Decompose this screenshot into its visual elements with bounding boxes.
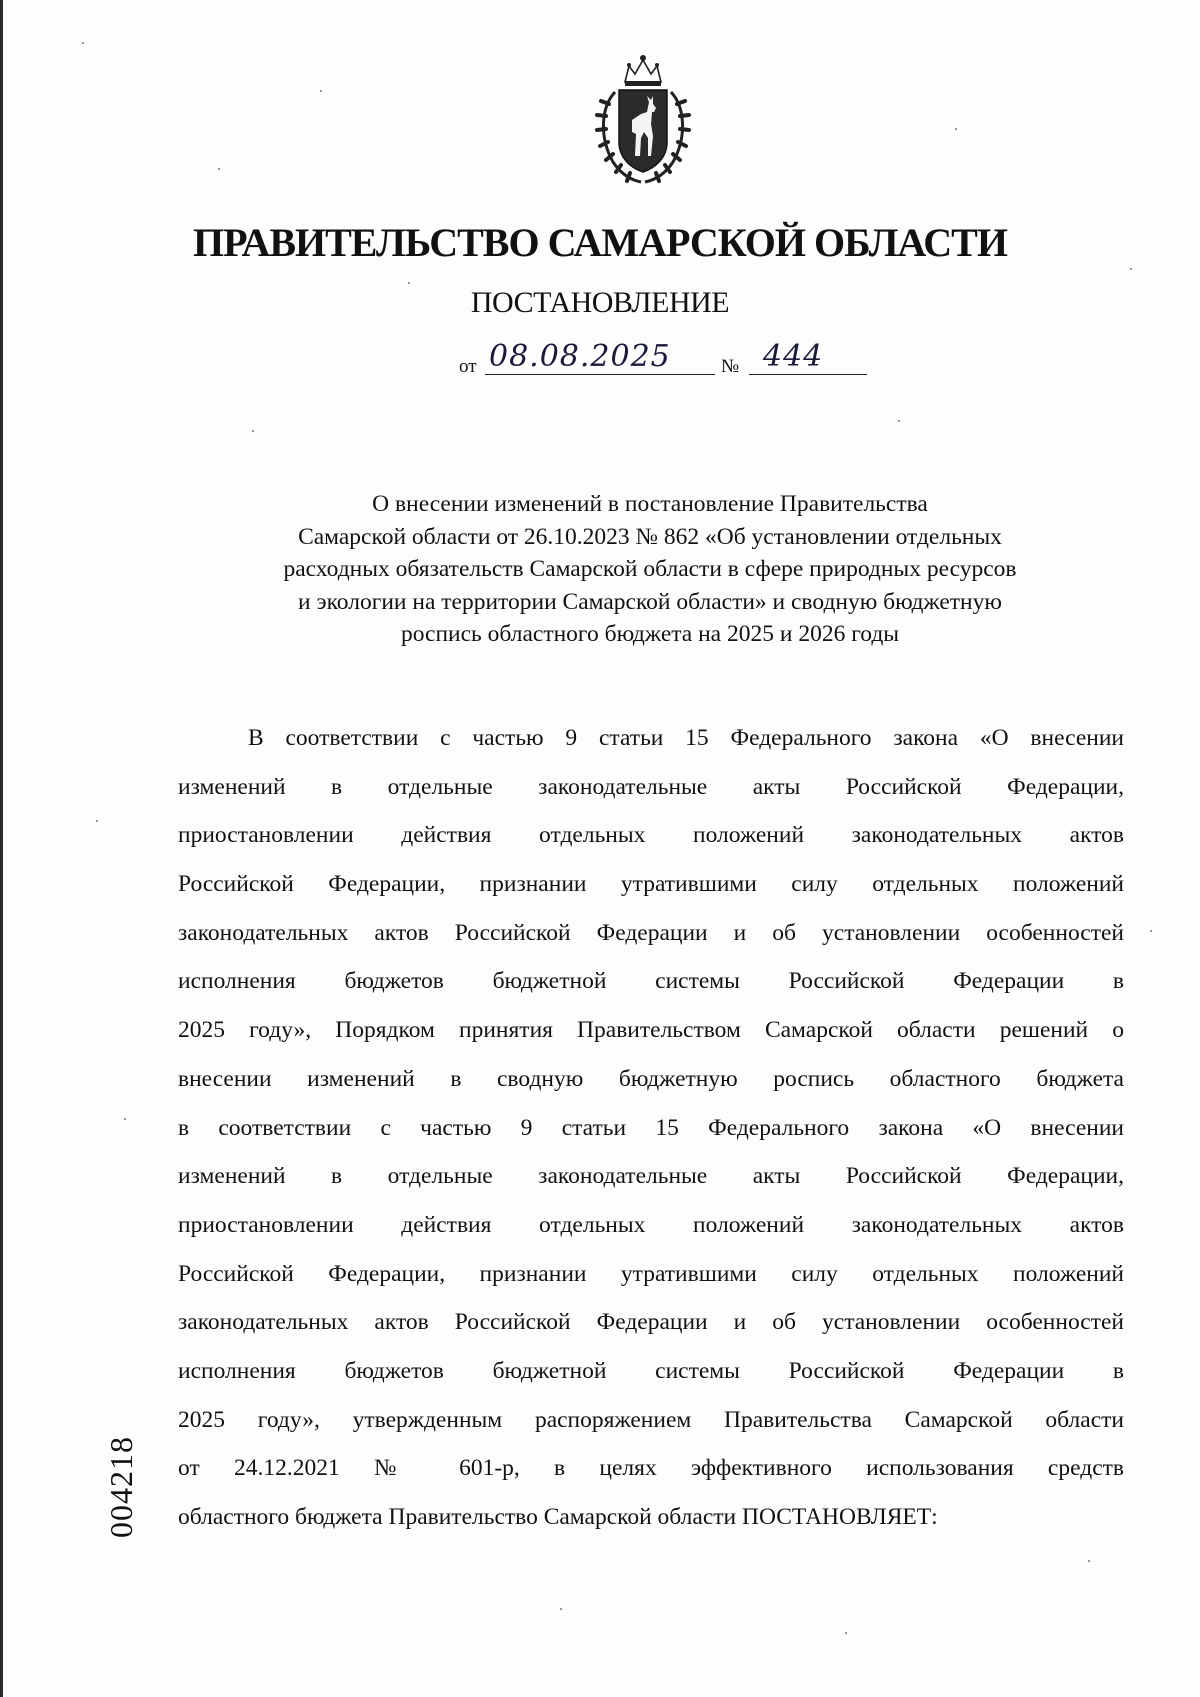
government-title: ПРАВИТЕЛЬСТВО САМАРСКОЙ ОБЛАСТИ xyxy=(193,220,1007,265)
scan-speck xyxy=(320,90,322,92)
scan-speck xyxy=(96,820,98,822)
subject-line: роспись областного бюджета на 2025 и 2026 годы xyxy=(400,621,900,647)
subject-line: и экологии на территории Самарской области» и сводную бюджетную xyxy=(298,588,1002,615)
scan-speck xyxy=(252,430,254,432)
scan-speck xyxy=(845,1632,847,1634)
document-number: 444 xyxy=(749,340,867,375)
scan-speck xyxy=(560,1608,562,1610)
body-line: исполнения бюджетов бюджетной системы Российской Федерации в xyxy=(178,968,1124,995)
body-line: от 24.12.2021 № 601-р, в целях эффективного использования средств xyxy=(178,1455,1124,1482)
scan-speck xyxy=(218,168,220,170)
body-line: законодательных актов Российской Федерации и об установлении особенностей xyxy=(178,919,1124,946)
subject-line: О внесении изменений в постановление Правительства xyxy=(372,491,928,517)
body-line: изменений в отдельные законодательные акты Российской Федерации, xyxy=(178,773,1124,800)
margin-number-text: 004218 xyxy=(103,1436,139,1538)
body-line: Российской Федерации, признании утратившими силу отдельных положений xyxy=(178,871,1124,898)
document-subject xyxy=(190,488,1110,651)
samara-coat-of-arms-icon xyxy=(585,52,701,187)
body-line: в соответствии с частью 9 статьи 15 Федерального закона «О внесении xyxy=(178,1114,1124,1141)
scan-speck xyxy=(1130,268,1132,270)
scan-speck xyxy=(898,420,900,422)
body-line: 2025 году», Порядком принятия Правительством Самарской области решений о xyxy=(178,1017,1124,1044)
scan-speck xyxy=(82,42,84,44)
body-line: приостановлении действия отдельных положений законодательных актов xyxy=(178,1211,1124,1238)
subject-line: Самарской области от 26.10.2023 № 862 «Об установлении отдельных xyxy=(298,523,1002,550)
body-line: В соответствии с частью 9 статьи 15 Федерального закона «О внесении xyxy=(248,725,1124,751)
body-line: внесении изменений в сводную бюджетную роспись областного бюджета xyxy=(178,1065,1124,1092)
body-line: областного бюджета Правительство Самарской области ПОСТАНОВЛЯЕТ: xyxy=(178,1504,938,1530)
document-body xyxy=(178,714,1124,1542)
scan-speck xyxy=(1150,930,1152,932)
scan-speck xyxy=(124,1118,126,1120)
scan-speck xyxy=(955,128,957,130)
body-line: Российской Федерации, признании утратившими силу отдельных положений xyxy=(178,1260,1124,1287)
scan-speck xyxy=(408,282,410,284)
body-line: приостановлении действия отдельных положений законодательных актов xyxy=(178,822,1124,849)
subject-line: расходных обязательств Самарской области в сфере природных ресурсов xyxy=(283,556,1017,582)
body-line: исполнения бюджетов бюджетной системы Российской Федерации в xyxy=(178,1357,1124,1384)
body-line: изменений в отдельные законодательные акты Российской Федерации, xyxy=(178,1163,1124,1190)
document-date: 08.08.2025 xyxy=(485,340,715,375)
body-line: 2025 году», утвержденным распоряжением Правительства Самарской области xyxy=(178,1406,1124,1433)
scan-speck xyxy=(1088,1560,1090,1562)
document-type: ПОСТАНОВЛЕНИЕ xyxy=(470,286,730,319)
number-prefix: № xyxy=(721,356,740,377)
body-line: законодательных актов Российской Федерации и об установлении особенностей xyxy=(178,1309,1124,1336)
date-prefix: от xyxy=(459,356,477,377)
